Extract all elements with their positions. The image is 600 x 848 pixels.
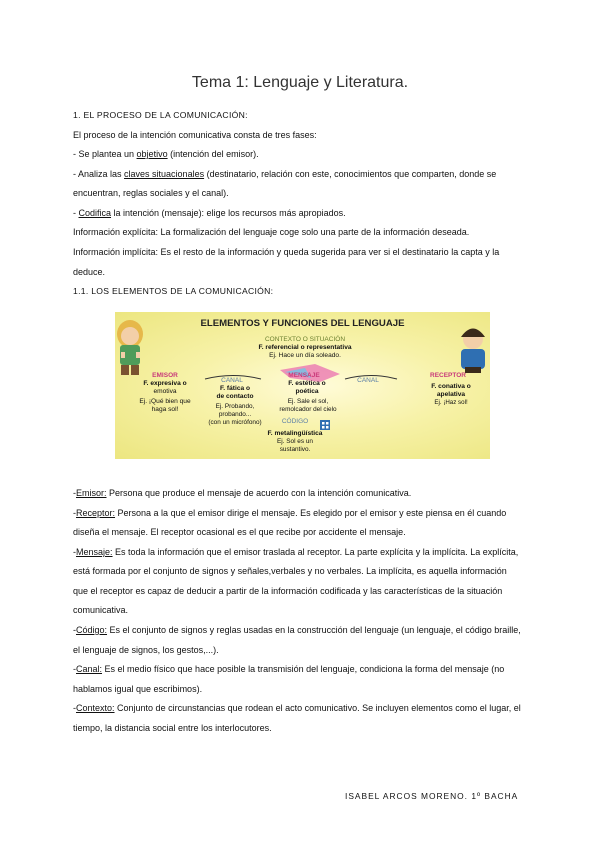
receptor-label: RECEPTOR	[430, 372, 466, 379]
canal-function-2: de contacto	[216, 393, 254, 400]
step-objetivo: - Se plantea un objetivo (intención del emisor).	[73, 149, 259, 159]
receptor-function-2: apelativa	[436, 391, 466, 398]
def-contexto: -Contexto: Conjunto de circunstancias que rodean el acto comunicativo. Se incluyen elementos como el lugar, el	[73, 703, 521, 713]
def-contexto-cont: tiempo, la distancia social entre los interlocutores.	[73, 723, 272, 733]
info-implicita-cont: deduce.	[73, 267, 106, 277]
def-emisor: -Emisor: Persona que produce el mensaje de acuerdo con la intención comunicativa.	[73, 488, 412, 498]
contexto-function: F. referencial o representativa	[258, 344, 352, 351]
term-codifica: Codifica	[78, 208, 112, 218]
step-claves-cont: encuentran, reglas sociales y el canal).	[73, 188, 229, 198]
receptor-example: Ej. ¡Haz sol!	[434, 399, 468, 406]
canal-example-2: probando...	[218, 411, 252, 418]
term-canal: Canal:	[76, 664, 103, 674]
def-canal: -Canal: Es el medio físico que hace posible la transmisión del lenguaje, condiciona la forma del mensaje (no	[73, 664, 505, 674]
emisor-example-1: Ej. ¡Qué bien que	[139, 398, 191, 405]
receptor-function-1: F. conativa o	[431, 383, 471, 390]
emisor-function-1: F. expresiva o	[143, 380, 187, 387]
def-mensaje-cont-3: comunicativa.	[73, 605, 129, 615]
elements-infographic	[115, 312, 490, 459]
contexto-label: CONTEXTO O SITUACIÓN	[264, 336, 346, 343]
term-objetivo: objetivo	[136, 149, 168, 159]
emisor-figure	[117, 320, 143, 375]
step-claves: - Analiza las claves situacionales (destinatario, relación con este, conocimientos que comparten, donde se	[73, 169, 497, 179]
receptor-figure	[461, 329, 485, 374]
def-mensaje: -Mensaje: Es toda la información que el emisor traslada al receptor. La parte explícita y la implícita. La explícita,	[73, 547, 519, 557]
document-title: Tema 1: Lenguaje y Literatura.	[191, 74, 409, 91]
info-explicita: Información explícita: La formalización del lenguaje coge solo una parte de la información deseada.	[73, 227, 470, 237]
def-mensaje-cont-2: que el receptor es capaz de deducir a partir de la información codificada y las características de la situación	[73, 586, 503, 596]
term-emisor: Emisor:	[76, 488, 107, 498]
info-implicita: Información implícita: Es el resto de la información y queda sugerida para ver si el destinatario la capta y la	[73, 247, 500, 257]
term-claves: claves situacionales	[124, 169, 205, 179]
step-codifica: - Codifica la intención (mensaje): elige los recursos más apropiados.	[73, 208, 346, 218]
term-receptor: Receptor:	[76, 508, 116, 518]
emisor-function-2: emotiva	[153, 388, 177, 395]
contexto-example: Ej. Hace un día soleado.	[269, 352, 341, 359]
emisor-label: EMISOR	[152, 372, 178, 379]
infographic-header: ELEMENTOS Y FUNCIONES DEL LENGUAJE	[200, 318, 405, 329]
emisor-example-2: haga sol!	[151, 406, 179, 413]
mensaje-example-2: remolcador del cielo	[279, 406, 337, 413]
mensaje-example-1: Ej. Sale el sol,	[287, 398, 329, 405]
author-footer: ISABEL ARCOS MORENO. 1º BACHA	[345, 791, 519, 801]
term-mensaje: Mensaje:	[76, 547, 113, 557]
mensaje-function-2: poética	[295, 388, 319, 395]
term-codigo: Código:	[76, 625, 108, 635]
def-mensaje-cont-1: está formada por el conjunto de signos y señales,verbales y no verbales. La implícita, es aquella información	[73, 566, 507, 576]
term-contexto: Contexto:	[76, 703, 115, 713]
mensaje-label: MENSAJE	[288, 372, 320, 379]
canal-function-1: F. fática o	[219, 385, 251, 392]
def-receptor: -Receptor: Persona a la que el emisor dirige el mensaje. Es elegido por el emisor y este piensa en él cuando	[73, 508, 507, 518]
codigo-label: CÓDIGO	[281, 418, 309, 425]
canal-example-3: (con un micrófono)	[208, 419, 262, 426]
def-receptor-cont: diseña el mensaje. El receptor ocasional es el que recibe por accidente el mensaje.	[73, 527, 406, 537]
def-codigo-cont: el lenguaje de signos, los gestos,...).	[73, 645, 219, 655]
def-canal-cont: hablamos igual que escribimos).	[73, 684, 203, 694]
intro-paragraph: El proceso de la intención comunicativa consta de tres fases:	[73, 130, 317, 140]
canal-label-1: CANAL	[221, 377, 243, 384]
codigo-function: F. metalingüística	[267, 430, 323, 437]
section-heading-proceso: 1. EL PROCESO DE LA COMUNICACIÓN:	[73, 110, 248, 120]
codigo-example-1: Ej. Sol es un	[277, 438, 313, 445]
mensaje-function-1: F. estética o	[288, 380, 326, 387]
def-codigo: -Código: Es el conjunto de signos y reglas usadas en la construcción del lenguaje (un lenguaje, el código braille,	[73, 625, 521, 635]
codigo-example-2: sustantivo.	[279, 446, 311, 453]
canal-label-2: CANAL	[357, 377, 379, 384]
section-heading-elementos: 1.1. LOS ELEMENTOS DE LA COMUNICACIÓN:	[73, 286, 274, 296]
canal-example-1: Ej. Probando,	[215, 403, 255, 410]
